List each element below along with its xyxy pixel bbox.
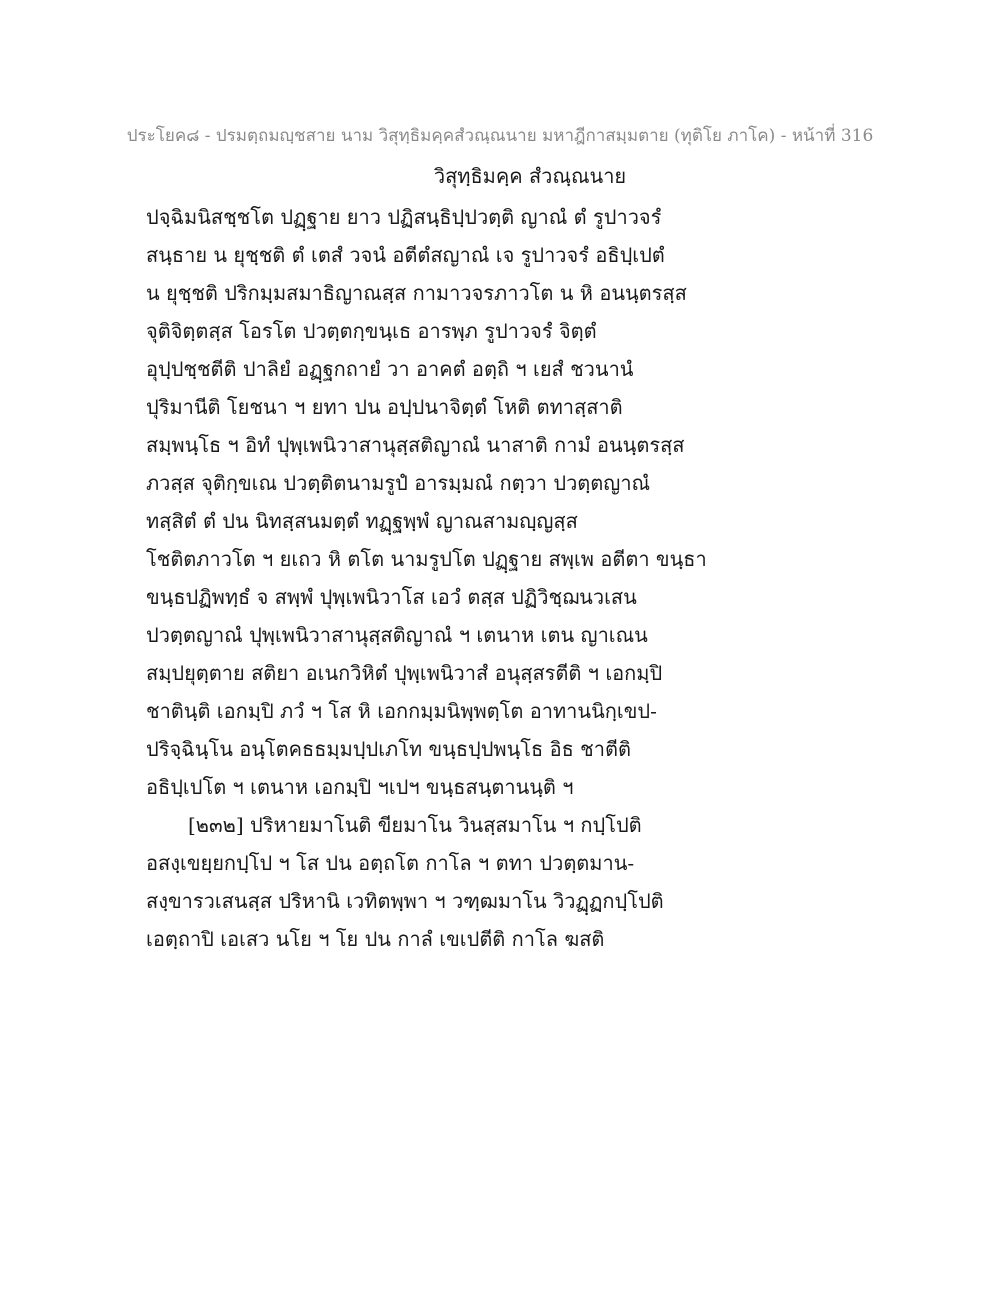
text-line: ปุริมานีติ โยชนา ฯ ยทา ปน อปฺปนาจิตฺตํ โหติ ตทาสฺสาติ [146,395,623,419]
text-line: อสงฺเขยฺยกปฺโป ฯ โส ปน อตฺถโต กาโล ฯ ตทา ปวตฺตมาน- [146,851,635,875]
text-line: สมฺพนฺโธ ฯ อิทํ ปุพฺเพนิวาสานุสฺสติญาณํ นาสาติ กามํ อนนฺตรสฺส [146,433,685,457]
text-line: สนฺธาย น ยุชฺชติ ตํ เตสํ วจนํ อตีตํสญาณํ เจ รูปาวจรํ อธิปฺเปตํ [146,243,665,267]
text-line: ขนฺธปฏิพทฺธํ จ สพฺพํ ปุพฺเพนิวาโส เอวํ ตสฺส ปฏิวิชฺฌนวเสน [146,585,637,609]
text-line: สงฺขารวเสนสฺส ปริหานิ เวทิตพฺพา ฯ วฑฺฒมาโน วิวฏฺฏกปฺโปติ [146,889,664,913]
text-line: ทสฺสิตํ ตํ ปน นิทสฺสนมตฺตํ ทฏฺฐพฺพํ ญาณสามญฺญสฺส [146,509,578,533]
text-line: ปจฺฉิมนิสชฺชโต ปฏฺฐาย ยาว ปฏิสนฺธิปฺปวตฺติ ญาณํ ตํ รูปาวจรํ [146,205,662,229]
text-line: อธิปฺเปโต ฯ เตนาห เอกมฺปิ ฯเปฯ ขนฺธสนฺตานนฺติ ฯ [146,775,574,799]
running-header: ประโยค๘ - ปรมตฺถมญฺชสาย นาม วิสุทฺธิมคฺคสํวณฺณนาย มหาฎีกาสมฺมตาย (ทุติโย ภาโค) - หน้าที่ 316 [126,126,874,146]
body-text [146,198,866,958]
text-line: จุติจิตฺตสฺส โอรโต ปวตฺตกฺขนฺเธ อารพฺภ รูปาวจรํ จิตฺตํ [146,319,597,343]
text-line: น ยุชฺชติ ปริกมฺมสมาธิญาณสฺส กามาวจรภาวโต น หิ อนนฺตรสฺส [146,281,687,305]
text-line: สมฺปยุตฺตาย สติยา อเนกวิหิตํ ปุพฺเพนิวาสํ อนุสฺสรตีติ ฯ เอกมฺปิ [146,661,663,685]
text-line: อุปฺปชฺชตีติ ปาลิยํ อฏฺฐกถายํ วา อาคตํ อตฺถิ ฯ เยสํ ชวนานํ [146,357,634,381]
text-line: โชติตภาวโต ฯ ยเถว หิ ตโต นามรูปโต ปฏฺฐาย สพฺเพ อตีตา ขนฺธา [146,547,707,571]
paragraph-start-line: [๒๓๒] ปริหายมาโนติ ขียมาโน วินสฺสมาโน ฯ กปฺโปติ [188,813,642,837]
text-line: เอตฺถาปิ เอเสว นโย ฯ โย ปน กาลํ เขเปตีติ กาโล ฆสติ [146,927,605,951]
text-line: ชาตินฺติ เอกมฺปิ ภวํ ฯ โส หิ เอกกมฺมนิพฺพตฺโต อาทานนิกฺเขป- [146,699,657,723]
text-line: ปวตฺตญาณํ ปุพฺเพนิวาสานุสฺสติญาณํ ฯ เตนาห เตน ญาเณน [146,623,648,647]
text-line: ภวสฺส จุติกฺขเณ ปวตฺติตนามรูปํ อารมฺมณํ กตฺวา ปวตฺตญาณํ [146,471,651,495]
text-line: ปริจฺฉินฺโน อนฺโตคธธมฺมปฺปเภโท ขนฺธปฺปพนฺโธ อิธ ชาตีติ [146,737,631,761]
page-title: วิสุทฺธิมคฺค สํวณฺณนาย [433,164,627,188]
